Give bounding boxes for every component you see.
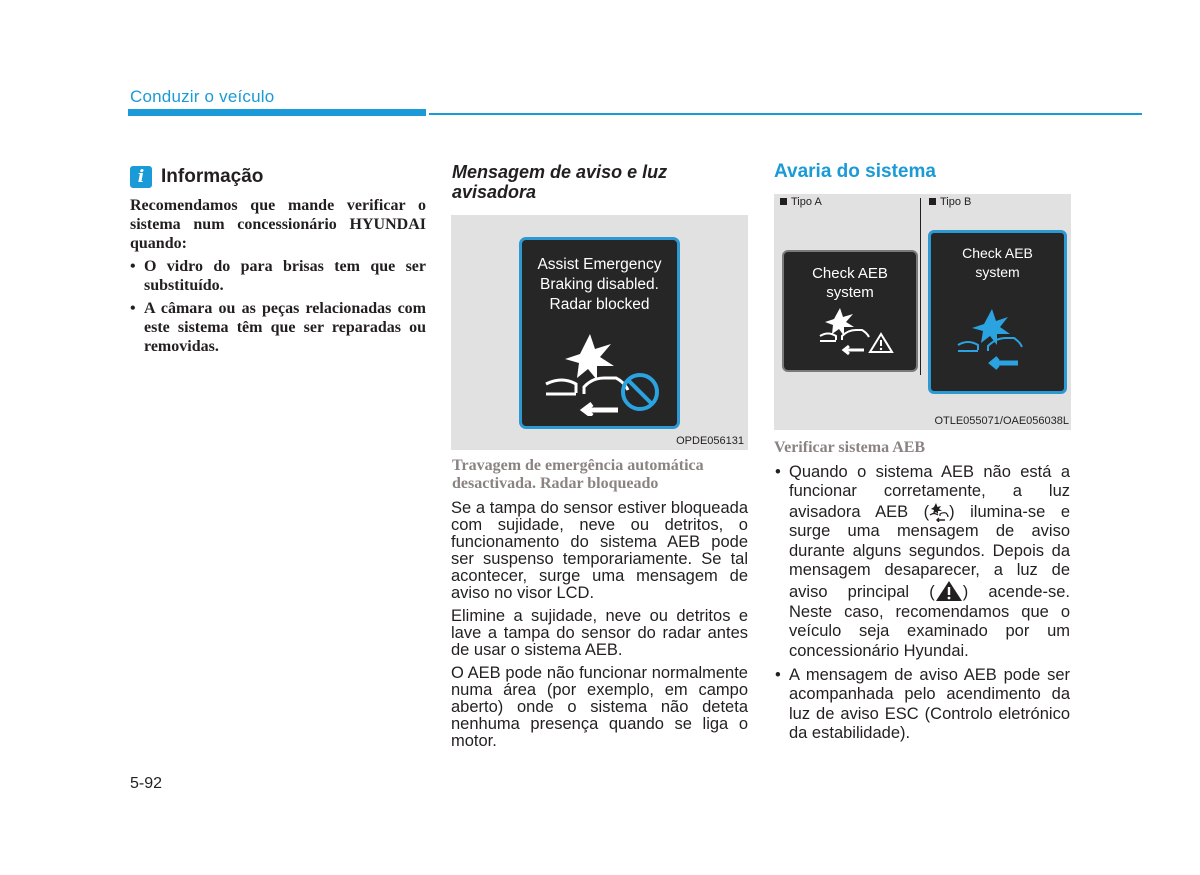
warning-display-photo <box>451 215 748 450</box>
type-b-label: Tipo B <box>929 196 971 208</box>
info-list-item: • O vidro do para brisas tem que ser substituído. <box>130 257 426 295</box>
warning-heading: Mensagem de aviso e luz avisadora <box>452 162 668 202</box>
system-fault-body <box>774 463 1070 749</box>
paragraph: O AEB pode não funcionar normalmente numa área (por exemplo, em campo aberto) onde o sistema não deteta nenhuma presença quando se liga o motor. <box>451 664 748 750</box>
info-heading <box>130 166 263 188</box>
lcd-line: Radar blocked <box>549 296 650 313</box>
info-title: Informação <box>161 166 264 187</box>
paragraph: Se a tampa do sensor estiver bloqueada com sujidade, neve ou detritos, o funcionamento do sistema AEB pode ser suspenso temporariamente. Se tal acontecer, surge uma mensagem de aviso no visor LCD. <box>451 499 748 602</box>
lcd-line: Braking disabled. <box>540 276 659 293</box>
lcd-message <box>784 264 916 302</box>
lcd-line: Check AEB <box>962 245 1033 261</box>
header-rule-thick <box>128 109 426 116</box>
aeb-warning-light-icon <box>929 502 949 522</box>
lcd-display-type-a <box>782 250 918 372</box>
system-fault-heading: Avaria do sistema <box>774 161 936 182</box>
warning-body <box>451 500 748 756</box>
aeb-fault-icon <box>956 307 1042 373</box>
type-a-label: Tipo A <box>780 196 822 208</box>
lcd-message <box>931 244 1064 282</box>
section-title: Conduzir o veículo <box>130 87 275 106</box>
lcd-line: Check AEB <box>812 265 888 282</box>
system-fault-photo <box>774 194 1071 430</box>
lcd-line: system <box>975 264 1020 280</box>
info-body <box>130 196 426 360</box>
header-rule-thin <box>429 113 1142 115</box>
lcd-display-radar-blocked <box>519 237 680 429</box>
photo-code: OTLE055071/OAE056038L <box>934 415 1069 427</box>
info-list <box>130 257 426 356</box>
lcd-line: system <box>826 284 874 301</box>
lcd-line: Assist Emergency <box>537 256 662 273</box>
photo-code: OPDE056131 <box>676 435 744 447</box>
type-divider <box>920 198 921 375</box>
warning-caption: Travagem de emergência automática desactivada. Radar bloqueado <box>452 457 704 492</box>
lcd-message <box>522 255 677 315</box>
page-number: 5-92 <box>130 775 163 792</box>
list-item: • A mensagem de aviso AEB pode ser acompanhada pelo acendimento da luz de aviso ESC (Controlo eletrónico da estabilidade). <box>774 666 1070 744</box>
info-icon: i <box>130 166 152 188</box>
lcd-display-type-b <box>928 230 1067 394</box>
master-warning-icon <box>935 580 963 602</box>
system-fault-caption: Verificar sistema AEB <box>774 439 926 456</box>
paragraph: Elimine a sujidade, neve ou detritos e lave a tampa do sensor do radar antes de usar o sistema AEB. <box>451 607 748 659</box>
info-intro: Recomendamos que mande verificar o sistema num concessionário HYUNDAI quando: <box>130 197 426 252</box>
info-list-item: • A câmara ou as peças relacionadas com este sistema têm que ser reparadas ou removidas. <box>130 299 426 356</box>
system-fault-list <box>774 463 1070 744</box>
list-item: • Quando o sistema AEB não está a funcionar corretamente, a luz avisadora AEB ( ) ilumina-se e surge uma mensagem de aviso durante alguns segundos. Depois da mensagem desaparecer, a luz de aviso principal ( ) acende-se. Neste caso, recomendamos que o veículo seja examinado por um concessionário Hyundai. <box>774 463 1070 661</box>
aeb-warning-icon <box>818 306 898 358</box>
aeb-radar-blocked-icon <box>540 332 665 416</box>
